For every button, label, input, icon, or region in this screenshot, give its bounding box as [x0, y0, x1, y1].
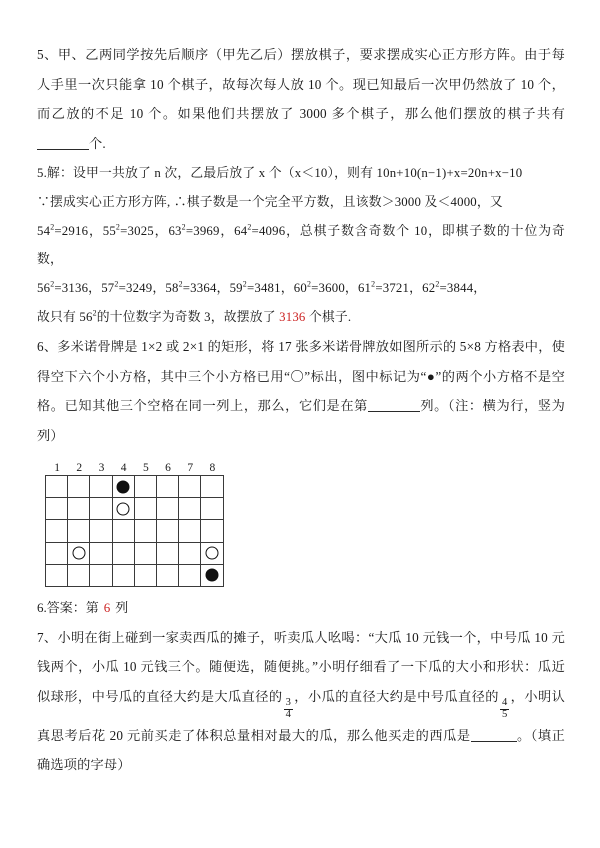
square-61-base: 61: [357, 281, 372, 295]
grid-cell: [179, 543, 201, 565]
exponent-2: 2: [435, 279, 440, 289]
grid-cell: [90, 520, 112, 542]
grid-cell: [68, 476, 90, 498]
grid-column-label: 1: [54, 462, 60, 474]
grid-cell: [135, 476, 157, 498]
problem-6-number: 6、: [37, 339, 58, 354]
grid-column-label: 5: [142, 462, 149, 474]
fraction-four-fifths: [500, 698, 509, 721]
exponent-2: 2: [50, 222, 55, 232]
grid-column-label: 4: [120, 462, 127, 474]
grid-cell: [135, 520, 157, 542]
solution-5-line-5: [37, 303, 565, 331]
problem-7-part-1: 小明在街上碰到一家卖西瓜的摊子，听卖瓜人吆喝：“大瓜 10 元钱一个，中号瓜 10 元钱两个，小瓜 10 元钱三个。随便选，随便挑。”小明仔细看了一下瓜的大小和形状：瓜近似球形，中号瓜的直径大约是大瓜直径的: [37, 629, 565, 704]
filled-circle-icon: [205, 569, 218, 582]
exponent-2: 2: [114, 279, 119, 289]
fraction-numerator: 3: [285, 697, 292, 709]
grid-cell: [179, 498, 201, 520]
problem-6-tail: 列。（注：横为行，竖为列）: [37, 398, 565, 443]
fraction-denominator: 5: [501, 709, 508, 721]
grid-column-label: 6: [165, 462, 171, 474]
grid-cell: [135, 498, 157, 520]
grid-cell: [179, 565, 201, 587]
square-58-value: =3364，: [182, 281, 230, 295]
filled-circle-icon: [117, 480, 130, 493]
exponent-2: 2: [181, 222, 186, 232]
problem-5-statement: [37, 40, 565, 158]
solution-5-answer-value: 3136: [279, 310, 306, 324]
solution-5-conclusion-prefix: 故只有 56: [37, 310, 93, 324]
square-55-value: =3025，: [120, 224, 169, 238]
exponent-2: 2: [50, 279, 55, 289]
grid-cell: [113, 543, 135, 565]
grid-cell: [135, 565, 157, 587]
solution-5-conclusion-mid: 的十位数字为奇数 3，故摆放了: [96, 310, 280, 324]
grid-cell: [201, 543, 223, 565]
square-54-value: =2916，: [54, 224, 103, 238]
exponent-2: 2: [247, 222, 252, 232]
square-64-value: =4096，: [251, 224, 300, 238]
answer-6-value: 6: [103, 599, 111, 615]
grid-cell: [113, 498, 135, 520]
grid-column-label: 8: [209, 462, 216, 474]
grid-cell: [179, 476, 201, 498]
square-62-value: =3844，: [439, 281, 487, 295]
square-64-base: 64: [234, 224, 248, 238]
open-circle-icon: [117, 502, 130, 515]
grid-column-label: 2: [76, 462, 83, 474]
grid-column-label: 3: [98, 462, 105, 474]
problem-6-answer-blank[interactable]: [368, 411, 420, 412]
square-58-base: 58: [165, 281, 179, 295]
grid-cell: [157, 565, 179, 587]
grid-cell: [90, 476, 112, 498]
square-61-value: =3721，: [375, 281, 423, 295]
grid-cell: [135, 543, 157, 565]
fraction-three-quarters: [284, 698, 293, 721]
grid-cell: [46, 498, 68, 520]
grid-cell: [68, 565, 90, 587]
grid-cell: [46, 476, 68, 498]
square-56-base: 56: [37, 281, 51, 295]
problem-5-tail: 个.: [89, 135, 106, 151]
grid-cell: [46, 520, 68, 542]
grid-cell: [201, 498, 223, 520]
fraction-numerator: 4: [501, 697, 508, 709]
grid-cell: [201, 476, 223, 498]
grid-column-labels: [46, 462, 245, 474]
grid-column-label: 7: [187, 462, 194, 474]
grid-cell: [113, 565, 135, 587]
exponent-2: 2: [306, 279, 312, 289]
grid-cell: [157, 498, 179, 520]
document-content: [37, 40, 565, 781]
problem-7-statement: [37, 623, 565, 780]
grid-cell: [201, 565, 223, 587]
exponent-2: 2: [178, 279, 183, 289]
problem-6-statement: [37, 332, 565, 450]
square-63-value: =3969，: [185, 224, 235, 238]
exponent-2: 2: [92, 308, 97, 318]
square-54-base: 54: [37, 224, 51, 238]
problem-7-part-3: ，小明认真思考后花 20 元前买走了体积总量相对最大的瓜，那么他买走的西瓜是: [37, 688, 565, 743]
square-59-value: =3481，: [246, 281, 294, 295]
exponent-2: 2: [371, 279, 376, 289]
domino-grid-figure: [45, 462, 245, 587]
grid-cell: [90, 543, 112, 565]
solution-5-conclusion-suffix: 个棋子.: [305, 310, 352, 324]
open-circle-icon: [72, 547, 85, 560]
problem-7-part-4: 。（填正确选项的字母）: [37, 727, 565, 773]
grid-cell: [68, 520, 90, 542]
grid-cell: [157, 476, 179, 498]
square-56-value: =3136，: [54, 281, 102, 295]
grid-cell: [179, 520, 201, 542]
square-60-base: 60: [293, 281, 307, 295]
grid-cell: [113, 476, 135, 498]
square-57-value: =3249，: [118, 281, 166, 295]
problem-6-body: 多米诺骨牌是 1×2 或 2×1 的矩形，将 17 张多米诺骨牌放如图所示的 5×8 方格表中，使得空下六个小方格，其中三个小方格已用“〇”标出，图中标记为“●”的两个小方格不是空格。已知其他三个空格在同一列上，那么，它们是在第: [37, 339, 565, 413]
solution-5-line-1: 5.解：设甲一共放了 n 次，乙最后放了 x 个（x＜10），则有 10n+10(n−1)+x=20n+x−10: [37, 166, 523, 180]
square-59-base: 59: [229, 281, 243, 295]
grid-cell: [90, 498, 112, 520]
solution-5-line-3: [37, 217, 565, 273]
solution-5-line-2: ∵摆成实心正方形方阵, ∴棋子数是一个完全平方数，且该数＞3000 及＜4000，又: [37, 195, 503, 209]
answer-6-suffix: 列: [115, 599, 129, 615]
exponent-2: 2: [115, 222, 121, 232]
answer-6-line: [37, 595, 565, 621]
grid-cell: [157, 520, 179, 542]
domino-grid: [45, 475, 224, 587]
problem-7-part-2: ，小瓜的直径大约是中号瓜直径的: [294, 688, 499, 704]
grid-cell: [46, 543, 68, 565]
grid-cell: [46, 565, 68, 587]
problem-7-number: 7、: [37, 629, 58, 645]
problem-5-number: 5、: [37, 47, 58, 62]
square-57-base: 57: [101, 281, 115, 295]
problem-5-answer-blank[interactable]: [37, 149, 89, 150]
grid-cell: [68, 498, 90, 520]
square-62-base: 62: [422, 281, 436, 295]
problem-7-answer-blank[interactable]: [471, 741, 517, 742]
grid-cell: [201, 520, 223, 542]
square-60-value: =3600，: [311, 281, 358, 295]
square-55-base: 55: [102, 224, 116, 238]
fraction-denominator: 4: [285, 709, 292, 721]
solution-5-line-4: [37, 274, 565, 302]
problem-5-body: 甲、乙两同学按先后顺序（甲先乙后）摆放棋子，要求摆成实心正方形方阵。由于每人手里一次只能拿 10 个棋子，故每次每人放 10 个。现已知最后一次甲仍然放了 10 个，而乙放的不足 10 个。如果他们共摆放了 3000 多个棋子，那么他们摆放的棋子共有: [37, 47, 565, 121]
grid-cell: [113, 520, 135, 542]
solution-5-line-3-tail: 总棋子数含奇数个 10，即棋子数的十位为奇数，: [37, 224, 565, 266]
answer-6-prefix: 6.答案：第: [37, 599, 99, 615]
grid-cell: [68, 543, 90, 565]
grid-cell: [157, 543, 179, 565]
open-circle-icon: [205, 547, 218, 560]
square-63-base: 63: [168, 224, 182, 238]
exponent-2: 2: [242, 279, 247, 289]
grid-cell: [90, 565, 112, 587]
